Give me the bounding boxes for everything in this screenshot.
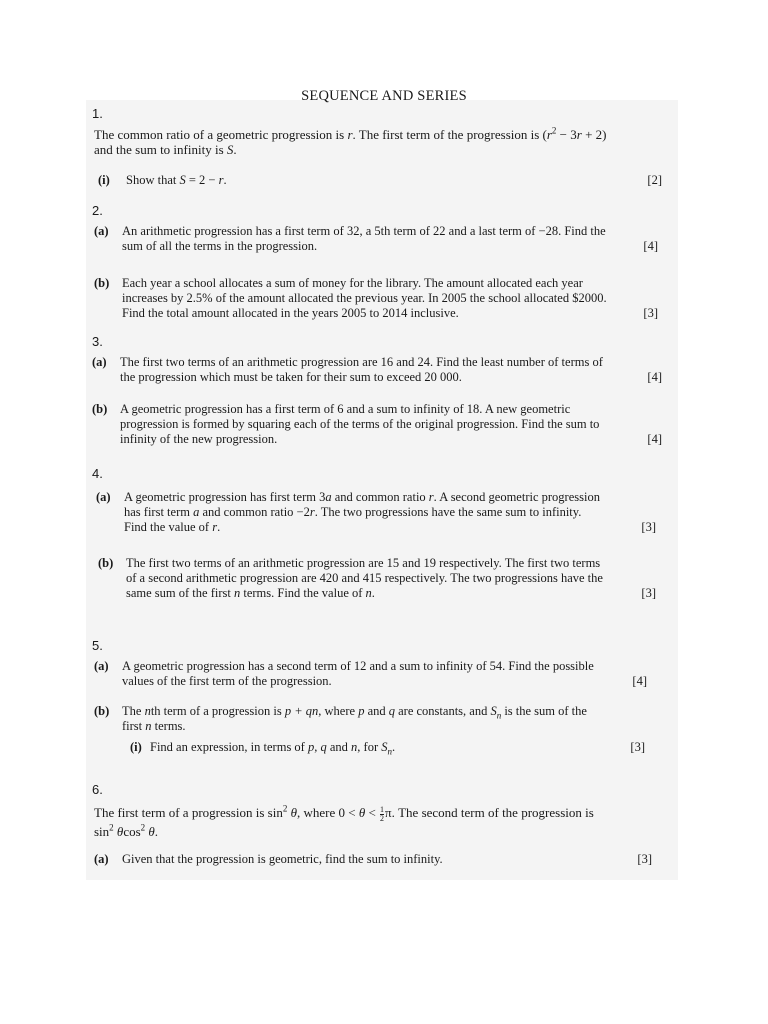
question-3-part-a: (a) The first two terms of an arithmetic progression are 16 and 24. Find the least number of terms of the progression which must be taken for their sum to exceed 20 000. [4] — [92, 355, 662, 384]
part-label: (a) — [92, 355, 107, 369]
question-1-part-i: (i) Show that S = 2 − r. [2] — [98, 173, 662, 187]
question-6-stem — [94, 804, 654, 840]
question-1-stem-line-2: and the sum to infinity is S. — [94, 142, 237, 157]
question-6-stem-line-2: $\sin^2 \theta\cos^2$ θ. — [94, 822, 159, 839]
one-half-fraction: $\frac{1}{2}$ — [380, 804, 385, 823]
part-label: (b) — [94, 276, 110, 290]
marks: [4] — [647, 432, 662, 446]
marks: [4] — [632, 674, 647, 688]
question-6-stem-line-1: The first term of a progression is $\sin^2 \theta$, where 0 < θ < $\frac{1}{2}$ π. The second term of the progression is — [94, 803, 594, 823]
part-label: (a) — [94, 224, 109, 238]
part-label: (b) — [98, 556, 114, 570]
part-label: (b) — [92, 402, 108, 416]
question-6-part-a: (a) Given that the progression is geometric, find the sum to infinity. [3] — [94, 852, 652, 866]
question-6-number: 6. — [92, 782, 103, 797]
question-5-part-b-i: (i) Find an expression, in terms of p, q and n, for $S_n$. [3] — [130, 740, 645, 757]
question-4-number: 4. — [92, 466, 103, 481]
marks: [3] — [641, 520, 656, 534]
marks: [3] — [643, 306, 658, 320]
page-title: SEQUENCE AND SERIES — [301, 88, 467, 104]
question-1-stem — [94, 127, 666, 157]
question-5-number: 5. — [92, 638, 103, 653]
part-label: (i) — [130, 740, 142, 754]
part-label: (a) — [96, 490, 111, 504]
part-label: (a) — [94, 659, 109, 673]
question-4-part-a: (a) A geometric progression has first term 3a and common ratio r. A second geometric progression has first term a and common ratio −2r. The two progressions have the same sum to infinity. Find the value of r. [3] — [96, 490, 656, 534]
question-2-number: 2. — [92, 203, 103, 218]
marks: [4] — [643, 239, 658, 253]
question-1-number: 1. — [92, 106, 103, 121]
part-label: (a) — [94, 852, 109, 866]
question-1-stem-line-1: The common ratio of a geometric progression is r. The first term of the progression is $(r^2 - 3r + 2)$ — [94, 125, 607, 142]
marks: [2] — [647, 173, 662, 187]
marks: [4] — [647, 370, 662, 384]
question-3-part-b: (b) A geometric progression has a first term of 6 and a sum to infinity of 18. A new geometric progression is formed by squaring each of the terms of the original progression. Find the sum to infinity of the new progression. [4] — [92, 402, 662, 446]
question-2-part-b: (b) Each year a school allocates a sum of money for the library. The amount allocated each year increases by 2.5% of the amount allocated the previous year. In 2005 the school allocated $2000. Find the total amount allocated in the years 2005 to 2014 inclusive. [3] — [94, 276, 658, 320]
question-2-part-a: (a) An arithmetic progression has a first term of 32, a 5th term of 22 and a last term of −28. Find the sum of all the terms in the progression. [4] — [94, 224, 658, 253]
question-3-number: 3. — [92, 334, 103, 349]
marks: [3] — [641, 586, 656, 600]
question-4-part-b: (b) The first two terms of an arithmetic progression are 15 and 19 respectively. The first two terms of a second arithmetic progression are 420 and 415 respectively. The two progressions have the same sum of the first n terms. Find the value of n. [3] — [98, 556, 656, 600]
part-label: (i) — [98, 173, 110, 187]
question-5-part-b: (b) The nth term of a progression is p + qn, where p and q are constants, and $S_n$ is the sum of the first n terms. — [94, 704, 587, 733]
marks: [3] — [637, 852, 652, 866]
question-5-part-a: (a) A geometric progression has a second term of 12 and a sum to infinity of 54. Find the possible values of the first term of the progression. [4] — [94, 659, 647, 688]
marks: [3] — [630, 740, 645, 754]
part-label: (b) — [94, 704, 110, 718]
